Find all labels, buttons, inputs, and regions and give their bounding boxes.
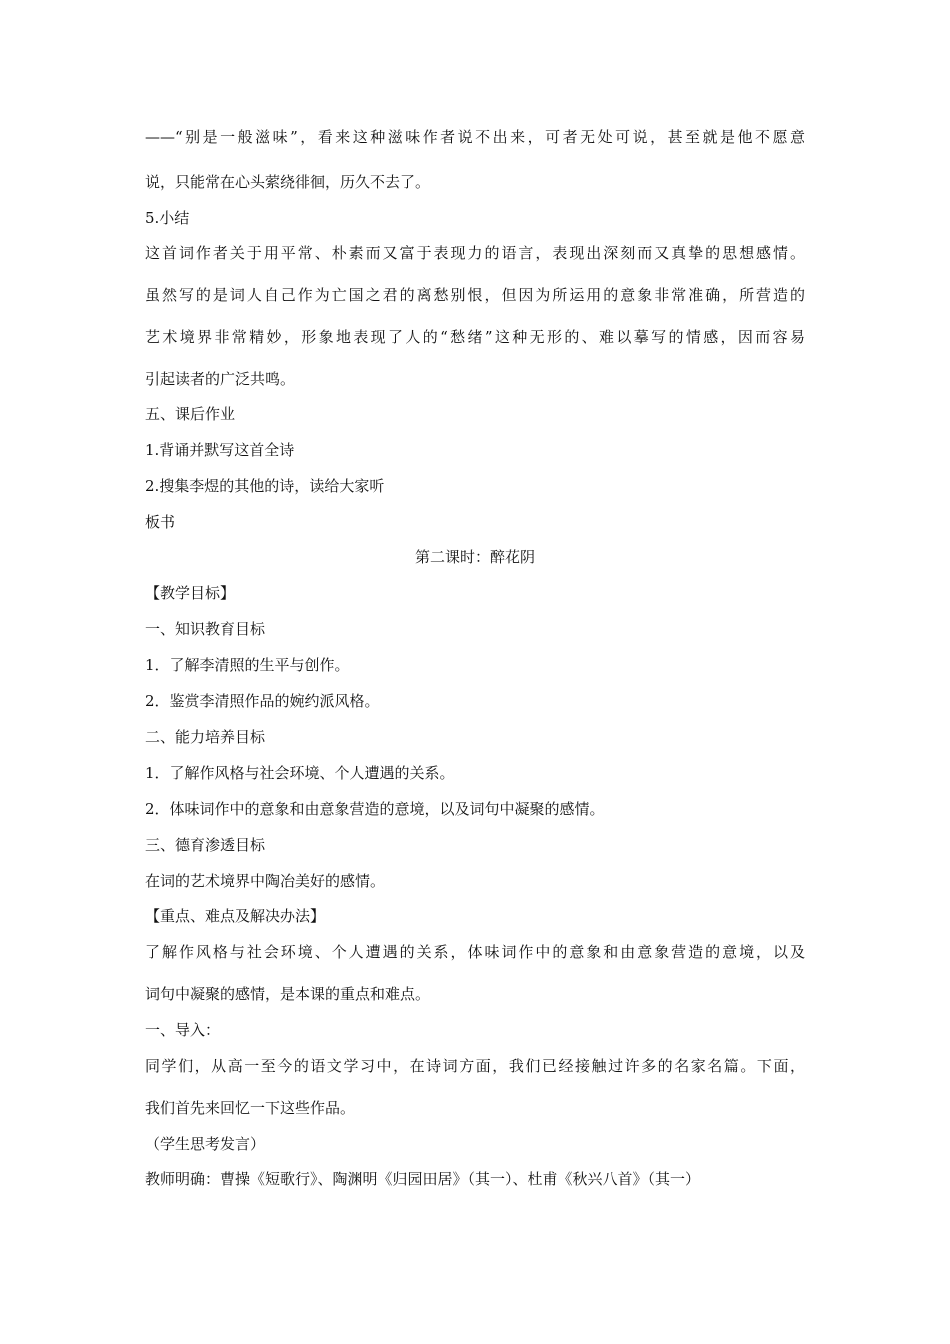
list-item: 1．了解李清照的生平与创作。 [145,656,350,674]
lesson-title: 第二课时：醉花阴 [414,548,535,566]
section-heading: 一、导入： [145,1021,221,1039]
paragraph-line: 我们首先来回忆一下这些作品。 [145,1099,356,1117]
list-item: 2.搜集李煜的其他的诗，读给大家听 [145,477,385,495]
section-heading: 5.小结 [145,209,190,227]
paragraph-line: 同学们，从高一至今的语文学习中，在诗词方面，我们已经接触过许多的名家名篇。下面， [145,1057,805,1075]
paragraph-line: ——“别是一般滋味”，看来这种滋味作者说不出来，可者无处可说，甚至就是他不愿意 [145,128,805,146]
section-heading: 三、德育渗透目标 [145,836,266,854]
paragraph-line: （学生思考发言） [145,1135,266,1153]
section-heading: 一、知识教育目标 [145,620,266,638]
list-item: 1.背诵并默写这首全诗 [145,441,295,459]
paragraph-line: 引起读者的广泛共鸣。 [145,370,296,388]
paragraph-line: 艺术境界非常精妙，形象地表现了人的“愁绪”这种无形的、难以摹写的情感，因而容易 [145,328,805,346]
paragraph-line: 板书 [145,513,176,531]
paragraph-line: 在词的艺术境界中陶冶美好的感情。 [145,872,386,890]
paragraph-line: 了解作风格与社会环境、个人遭遇的关系，体味词作中的意象和由意象营造的意境，以及 [145,943,805,961]
paragraph-line: 词句中凝聚的感情，是本课的重点和难点。 [145,985,431,1003]
paragraph-line: 说，只能常在心头萦绕徘徊，历久不去了。 [145,173,431,191]
section-heading: 【重点、难点及解决办法】 [145,907,326,925]
list-item: 2．体味词作中的意象和由意象营造的意境，以及词句中凝聚的感情。 [145,800,605,818]
list-item: 1．了解作风格与社会环境、个人遭遇的关系。 [145,764,455,782]
paragraph-line: 这首词作者关于用平常、朴素而又富于表现力的语言，表现出深刻而又真挚的思想感情。 [145,244,805,262]
paragraph-line: 虽然写的是词人自己作为亡国之君的离愁别恨，但因为所运用的意象非常准确，所营造的 [145,286,805,304]
section-heading: 二、能力培养目标 [145,728,266,746]
paragraph-line: 教师明确：曹操《短歌行》、陶渊明《归园田居》（其一）、杜甫《秋兴八首》（其一） [145,1170,701,1188]
section-heading: 【教学目标】 [145,584,236,602]
list-item: 2．鉴赏李清照作品的婉约派风格。 [145,692,380,710]
section-heading: 五、课后作业 [145,405,236,423]
